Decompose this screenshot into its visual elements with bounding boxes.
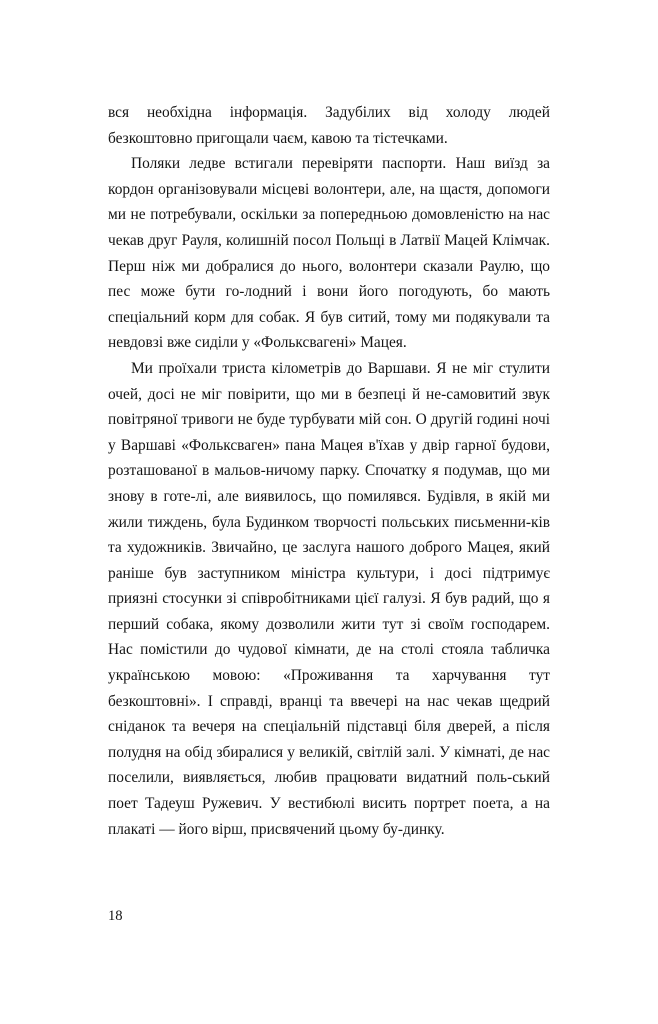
paragraph: Ми проїхали триста кілометрів до Варшави. Я не міг стулити очей, досі не міг повірити, що ми в безпеці й не-самовитий звук повітряної тривоги не буде турбувати мій сон. О другій годині ночі у Варшаві «Фольксваген» пана Мацея в'їхав у двір гарної будови, розташованої в мальов-ничому парку. Спочатку я подумав, що ми знову в готе-лі, але виявилось, що помилявся. Будівля, в якій ми жили тиждень, була Будинком творчості польських письменни-ків та художників. Звичайно, це заслуга нашого доброго Мацея, який раніше був заступником міністра культури, і досі підтримує приязні стосунки зі співробітниками цієї галузі. Я був радий, що я перший собака, якому дозволили жити тут зі своїм господарем. Нас помістили до чудової кімнати, де на столі стояла табличка українською мовою: «Проживання та харчування тут безкоштовні». І справді, вранці та ввечері на нас чекав щедрий сніданок та вечеря на спеціальній підставці біля дверей, а після полудня на обід збиралися у великій, світлій залі. У кімнаті, де нас поселили, виявляється, любив працювати видатний поль-ський поет Тадеуш Ружевич. У вестибюлі висить портрет поета, а на плакаті — його вірш, присвячений цьому бу-динку. — [108, 359, 550, 838]
paragraph: Поляки ледве встигали перевіряти паспорти. Наш виїзд за кордон організовували місцеві волонтери, але, на щастя, допомоги ми не потребували, оскільки за попередньою домовленістю на нас чекав друг Рауля, колишній посол Польщі в Латвії Мацей Клімчак. Перш ніж ми добралися до нього, волонтери сказали Раулю, що пес може бути го-лодний і вони його погодують, бо мають спеціальний корм для собак. Я був ситий, тому ми подякували та невдовзі вже сиділи у «Фольксвагені» Мацея. — [108, 155, 550, 352]
paragraph: вся необхідна інформація. Задубілих від холоду людей безкоштовно пригощали чаєм, кавою та тістечками. — [108, 104, 550, 147]
page-body-text — [108, 100, 550, 842]
page-number: 18 — [108, 908, 123, 924]
